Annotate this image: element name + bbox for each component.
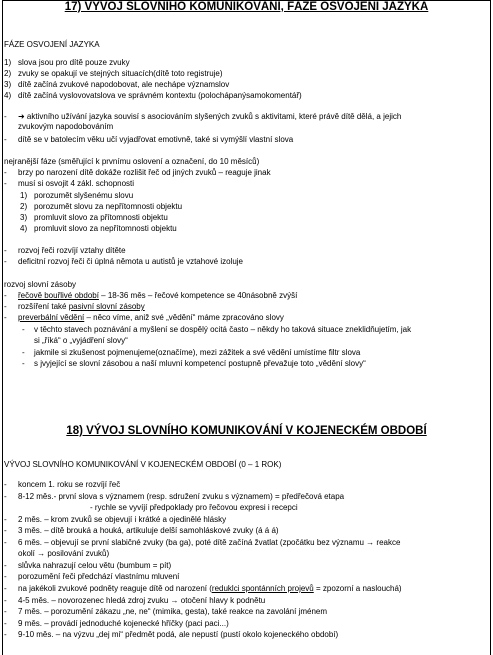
vocab-2-term: pasivní slovní zásoby — [68, 302, 145, 311]
note-b-2-text: deficitní rozvoj řeči či úplná němota u autistů je vztahové izoluje — [18, 257, 244, 266]
s2-item-12-mark: - — [4, 607, 7, 616]
ability-1-text: porozumět slyšenému slovu — [34, 191, 134, 200]
s2-item-2-text: 8-12 měs.- první slova s významem (resp. sdružení zvuku s významem) = předřečová etapa — [18, 492, 345, 501]
s2-item-3-text: - rychle se vyvíjí předpoklady pro řečovou expresi i recepci — [90, 503, 298, 512]
phase-3-text: dítě začíná zvukové napodobovat, ale nechápe významslov — [18, 80, 230, 89]
section-18-heading: VÝVOJ SLOVNÍHO KOMUNIKOVÁNÍ V KOJENECKÉM OBDOBÍ (0 – 1 ROK) — [4, 460, 282, 469]
vocab-sub-1-mark: - — [22, 325, 25, 334]
s2-item-11-mark: - — [4, 596, 7, 605]
ability-2-num: 2) — [20, 202, 28, 211]
vocab-3-text: – něco víme, aniž své „vědění“ máme zpracováno slovy — [84, 313, 284, 322]
section-17-title: 17) VÝVOJ SLOVNÍHO KOMUNIKOVÁNÍ, FÁZE OSVOJENÍ JAZYKA — [64, 1, 429, 13]
section-18-title: 18) VÝVOJ SLOVNÍHO KOMUNIKOVÁNÍ V KOJENECKÉM OBDOBÍ — [66, 425, 427, 437]
vocab-3-mark: - — [4, 313, 7, 322]
vocab-sub-3-mark: - — [22, 348, 25, 357]
s2-item-8-text: slůvka nahrazují celou větu (bumbum = pít) — [18, 561, 172, 570]
vocab-2-mark: - — [4, 302, 7, 311]
note-b-2-mark: - — [4, 257, 7, 266]
s2-item-10-term: reduklci spontánních projevů — [211, 584, 314, 593]
vocab-2-pre: rozšíření také — [18, 302, 69, 311]
phase-2-num: 2) — [4, 69, 12, 78]
vocab-3-term: preverbální vědění — [18, 313, 85, 322]
note-a-2-text: zvukovým napodobováním — [18, 122, 114, 131]
phase-1-text: slova jsou pro dítě pouze zvuky — [18, 58, 130, 67]
note-b-1-mark: - — [4, 246, 7, 255]
earliest-1-text: brzy po narození dítě dokáže rozlišit řeč od jiných zvuků – reaguje jinak — [18, 168, 271, 177]
vocab-sub-2-text: si „říká“ o „vyjádření slovy“ — [34, 336, 128, 345]
earliest-2-mark: - — [4, 179, 7, 188]
s2-item-10-text: = zpozorní a naslouchá) — [313, 584, 402, 593]
phase-3-num: 3) — [4, 80, 12, 89]
section-17-heading: FÁZE OSVOJENÍ JAZYKA — [4, 40, 100, 49]
s2-item-5-text: 3 měs. – dítě brouká a houká, artikuluje delší samohláskové zvuky (á á á) — [18, 526, 279, 535]
note-a-3-mark: - — [4, 135, 7, 144]
ability-1-num: 1) — [20, 191, 28, 200]
s2-item-7-text: okolí → posilování zvuků) — [18, 549, 110, 558]
s2-item-11-text: 4-5 měs. – novorozenec hledá zdroj zvuku → otočení hlavy k podnětu — [18, 596, 266, 605]
s2-item-14-text: 9-10 měs. – na výzvu „dej mi“ předmět podá, ale nepustí (pustí okolo kojeneckého období) — [18, 630, 339, 639]
vocab-sub-1-text: v těchto stavech poznávání a myšlení se dospělý ocitá často – někdy ho taková situace zneklidňujetím, jak — [34, 325, 412, 334]
note-a-1-text: ➜ aktivního užívání jazyka souvisí s asociováním slyšených zvuků s aktivitami, které právě dítě dělá, a jejich — [18, 112, 402, 121]
vocab-3-line — [18, 313, 284, 322]
phase-2-text: zvuky se opakují ve stejných situacích(dítě toto registruje) — [18, 69, 223, 78]
vocab-heading: rozvoj slovní zásoby — [4, 280, 77, 289]
s2-item-5-mark: - — [4, 526, 7, 535]
s2-item-2-mark: - — [4, 492, 7, 501]
s2-item-9-mark: - — [4, 572, 7, 581]
s2-item-14-mark: - — [4, 630, 7, 639]
s2-item-4-mark: - — [4, 515, 7, 524]
s2-item-13-text: 9 měs. – provádí jednoduché kojenecké hříčky (paci paci...) — [18, 619, 229, 628]
vocab-1-term: řečově bouřlivé období — [18, 291, 99, 300]
note-b-1-text: rozvoj řeči rozvíjí vztahy dítěte — [18, 246, 126, 255]
vocab-2-line — [18, 302, 145, 311]
ability-3-num: 3) — [20, 213, 28, 222]
s2-item-6-text: 6 měs. – objevují se první slabičné zvuky (ba ga), poté dítě začíná žvatlat (zpočátku bez významu → reakce — [18, 538, 401, 547]
vocab-sub-3-text: jakmile si zkušenost pojmenujeme(označíme), mezi zážitek a své vědění umístíme filtr slova — [34, 348, 361, 357]
s2-item-10-mark: - — [4, 584, 7, 593]
vocab-1-mark: - — [4, 291, 7, 300]
s2-item-8-mark: - — [4, 561, 7, 570]
vocab-1-text: – 18-36 měs – řečové kompetence se 40násobně zvýší — [98, 291, 298, 300]
s2-item-4-text: 2 měs. – krom zvuků se objevují i krátké a ojedinělé hlásky — [18, 515, 227, 524]
earliest-2-text: musí si osvojit 4 zákl. schopnosti — [18, 179, 135, 188]
ability-4-num: 4) — [20, 224, 28, 233]
note-a-3-text: dítě se v batolecím věku učí vyjadřovat emotivně, také si vymýšlí vlastní slova — [18, 135, 294, 144]
ability-2-text: porozumět slovu za nepřítomnosti objektu — [34, 202, 183, 211]
s2-item-10-pre: na jakékoli zvukové podněty reaguje dítě od narození ( — [18, 584, 212, 593]
earliest-heading: nejranější fáze (směřující k prvnímu oslovení a označení, do 10 měsíců) — [4, 157, 260, 166]
vocab-1-line — [18, 291, 297, 300]
vocab-sub-4-text: s jvyjející se slovní zásobou a naší mluvní kompetencí postupně převažuje toto „vědění slovy“ — [34, 359, 366, 368]
s2-item-1-text: koncem 1. roku se rozvíjí řeč — [18, 480, 121, 489]
s2-item-12-text: 7 měs. – porozumění zákazu „ne, ne“ (mimika, gesta), také reakce na zavolání jménem — [18, 607, 328, 616]
phase-4-num: 4) — [4, 91, 12, 100]
ability-3-text: promluvit slovo za přítomnosti objektu — [34, 213, 168, 222]
s2-item-9-text: porozumění řeči předchází vlastnímu mluvení — [18, 572, 180, 581]
note-a-1-mark: - — [4, 112, 7, 121]
s2-item-13-mark: - — [4, 619, 7, 628]
s2-item-6-mark: - — [4, 538, 7, 547]
vocab-sub-4-mark: - — [22, 359, 25, 368]
earliest-1-mark: - — [4, 168, 7, 177]
s2-item-10-line — [18, 584, 402, 593]
phase-4-text: dítě začíná vyslovovatslova ve správném kontextu (polochápanýsamokomentář) — [18, 91, 302, 100]
ability-4-text: promluvit slovo za nepřítomnosti objektu — [34, 224, 177, 233]
s2-item-1-mark: - — [4, 480, 7, 489]
phase-1-num: 1) — [4, 58, 12, 67]
